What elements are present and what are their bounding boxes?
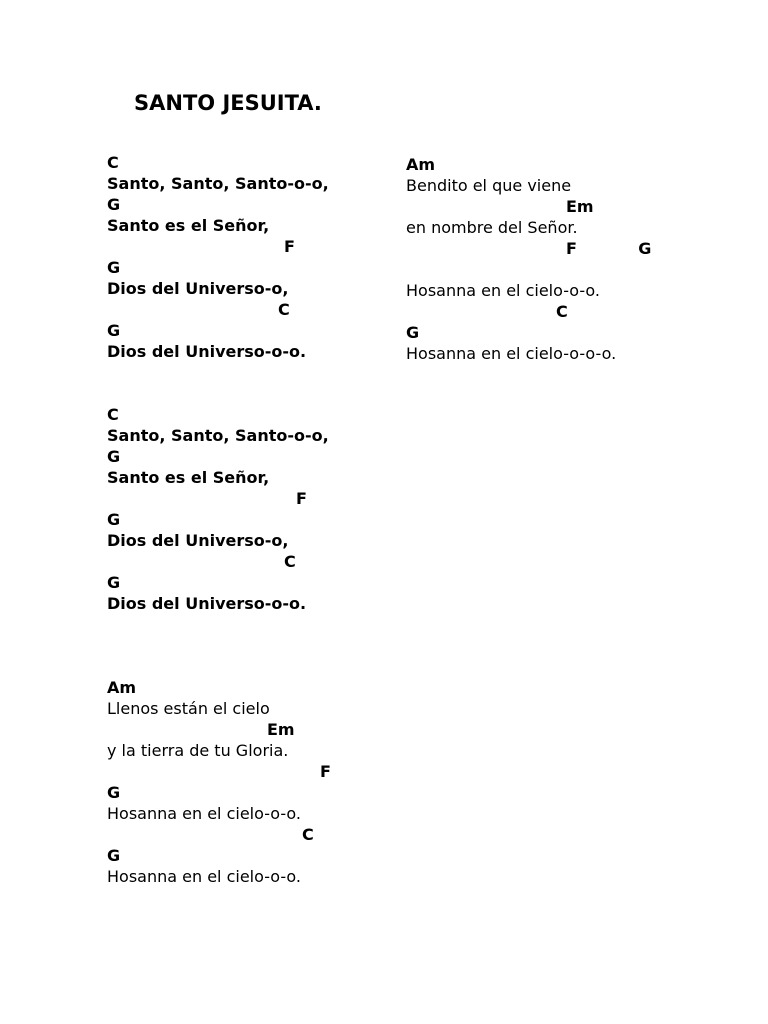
- chord-line: C: [284, 552, 296, 571]
- chord-line: G: [107, 846, 121, 865]
- lyric-line: Santo es el Señor,: [107, 216, 270, 235]
- lyric-line: Dios del Universo-o,: [107, 279, 289, 298]
- blank-line: [406, 259, 726, 280]
- chord-line: Am: [107, 678, 137, 697]
- lyric-line: Hosanna en el cielo-o-o.: [107, 867, 302, 886]
- chord-line: Am: [406, 155, 436, 174]
- blank-line: [107, 656, 427, 677]
- chord-line: C: [556, 302, 568, 321]
- lyric-line: Dios del Universo-o-o.: [107, 594, 307, 613]
- chord-line: G: [107, 573, 121, 592]
- chord-line: G: [107, 510, 121, 529]
- chord-line: F: [284, 237, 295, 256]
- chord-line: Em: [566, 197, 594, 216]
- chord-line: C: [107, 153, 119, 172]
- chord-line: G: [107, 321, 121, 340]
- chord-line: G: [107, 447, 121, 466]
- lyric-line: y la tierra de tu Gloria.: [107, 741, 289, 760]
- chord-line: C: [107, 405, 119, 424]
- lyric-line: Santo, Santo, Santo-o-o,: [107, 426, 329, 445]
- left-column: [107, 152, 427, 887]
- song-title: SANTO JESUITA.: [134, 91, 322, 115]
- chord-line: G: [107, 258, 121, 277]
- blank-line: [107, 635, 427, 656]
- lyric-line: Bendito el que viene: [406, 176, 572, 195]
- blank-line: [107, 614, 427, 635]
- lyric-line: Llenos están el cielo: [107, 699, 270, 718]
- lyric-line: Dios del Universo-o-o.: [107, 342, 307, 361]
- blank-line: [107, 383, 427, 404]
- chord-line: F G: [566, 239, 652, 258]
- blank-line: [107, 362, 427, 383]
- chord-line: C: [278, 300, 290, 319]
- chord-line: Em: [267, 720, 295, 739]
- lyric-line: en nombre del Señor.: [406, 218, 578, 237]
- chord-line: C: [302, 825, 314, 844]
- chord-line: G: [406, 323, 420, 342]
- lyric-line: Dios del Universo-o,: [107, 531, 289, 550]
- chord-line: F: [296, 489, 307, 508]
- lyric-line: Hosanna en el cielo-o-o-o.: [406, 344, 617, 363]
- right-column: [406, 154, 726, 364]
- lyric-line: Hosanna en el cielo-o-o.: [406, 281, 601, 300]
- lyric-line: Santo, Santo, Santo-o-o,: [107, 174, 329, 193]
- chord-line: F: [320, 762, 331, 781]
- chord-line: G: [107, 195, 121, 214]
- chord-line: G: [107, 783, 121, 802]
- lyric-line: Hosanna en el cielo-o-o.: [107, 804, 302, 823]
- lyric-line: Santo es el Señor,: [107, 468, 270, 487]
